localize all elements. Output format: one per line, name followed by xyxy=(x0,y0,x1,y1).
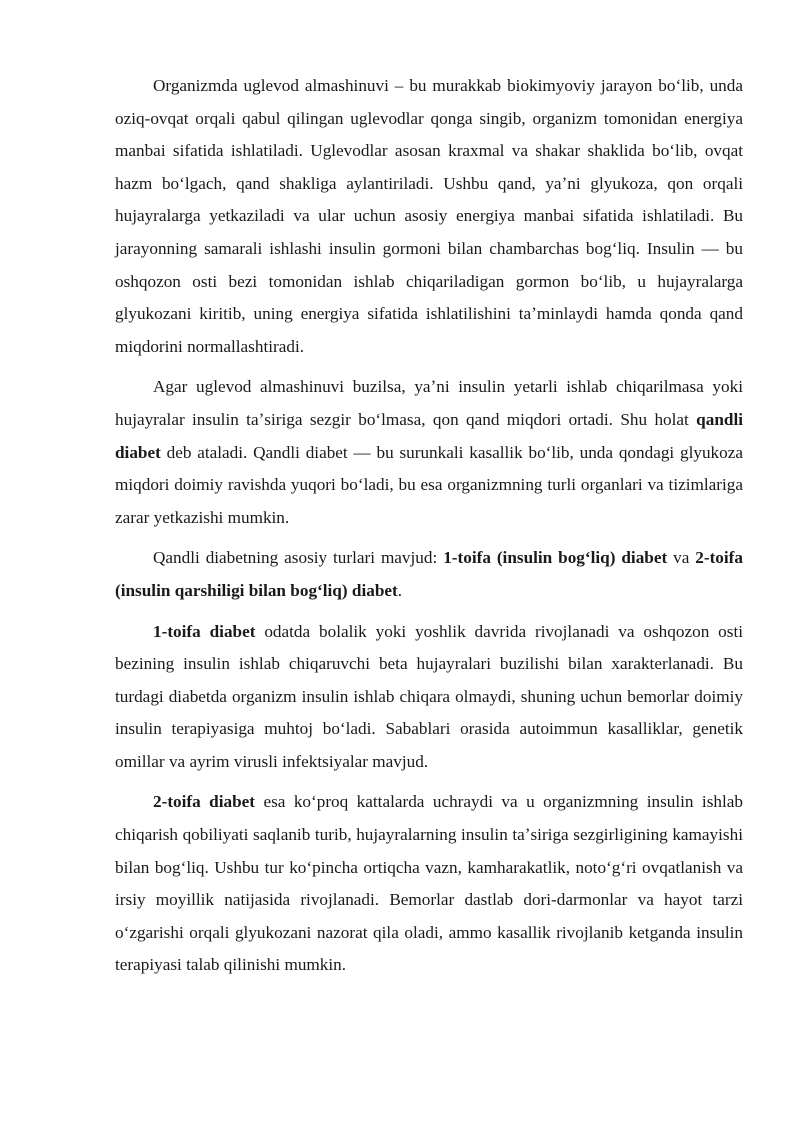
bold-term-type2-heading: 2-toifa diabet xyxy=(153,792,256,812)
paragraph-text: . xyxy=(397,580,403,600)
paragraph-carbohydrate-metabolism xyxy=(115,70,743,363)
paragraph-text: Organizmda uglevod almashinuvi – bu murakkab biokimyoviy jarayon boʻlib, unda oziq-ovqat orqali qabul qilingan uglevodlar qonga singib, organizm tomonidan energiya manbai sifatida ishlatiladi. Uglevodlar asosan kraxmal va shakar shaklida boʻlib, ovqat hazm boʻlgach, qand shakliga aylantiriladi. Ushbu qand, yaʼni glyukoza, qon orqali hujayralarga yetkaziladi va ular uchun asosiy energiya manbai sifatida ishlatiladi. Bu jarayonning samarali ishlashi insulin gormoni bilan chambarchas bogʻliq. Insulin — bu oshqozon osti bezi tomonidan ishlab chiqariladigan gormon boʻlib, u hujayralarga glyukozani kiritib, uning energiya sifatida ishlatilishini taʼminlaydi hamda qonda qand miqdorini normallashtiradi. xyxy=(115,76,743,356)
bold-term-type2: 2-toifa (insulin qarshiligi bilan bogʻliq) diabet xyxy=(115,548,743,600)
paragraph-text: Qandli diabetning asosiy turlari mavjud: xyxy=(153,548,444,568)
paragraph-text: odatda bolalik yoki yoshlik davrida rivojlanadi va oshqozon osti bezining insulin ishlab chiqaruvchi beta hujayralari buzilishi bilan xarakterlanadi. Bu turdagi diabetda organizm insulin ishlab chiqara olmaydi, shuning uchun bemorlar doimiy insulin terapiyasiga muhtoj boʻladi. Sabablari orasida autoimmun kasalliklar, genetik omillar va ayrim virusli infektsiyalar mavjud. xyxy=(115,621,743,771)
paragraph-diabetes-definition xyxy=(115,371,743,534)
paragraph-text: deb ataladi. Qandli diabet — bu surunkali kasallik boʻlib, unda qondagi glyukoza miqdori doimiy ravishda yuqori boʻladi, bu esa organizmning turli organlari va tizimlariga zarar yetkazishi mumkin. xyxy=(115,442,743,527)
paragraph-type1-diabetes xyxy=(115,616,743,779)
bold-term-diabetes: qandli diabet xyxy=(115,409,743,462)
paragraph-text: va xyxy=(667,548,696,568)
bold-term-type1: 1-toifa (insulin bogʻliq) diabet xyxy=(443,548,668,568)
paragraph-diabetes-types xyxy=(115,542,743,607)
paragraph-text: esa koʻproq kattalarda uchraydi va u organizmning insulin ishlab chiqarish qobiliyati saqlanib turib, hujayralarning insulin taʼsiriga sezgirligining kamayishi bilan bogʻliq. Ushbu tur koʻpincha ortiqcha vazn, kamharakatlik, notoʻgʻri ovqatlanish va irsiy moyillik natijasida rivojlanadi. Bemorlar dastlab dori-darmonlar va hayot tarzi oʻzgarishi orqali glyukozani nazorat qila oladi, ammo kasallik rivojlanib ketganda insulin terapiyasi talab qilinishi mumkin. xyxy=(115,792,743,975)
paragraph-text: Agar uglevod almashinuvi buzilsa, yaʼni insulin yetarli ishlab chiqarilmasa yoki hujayralar insulin taʼsiriga sezgir boʻlmasa, qon qand miqdori ortadi. Shu holat xyxy=(115,377,743,429)
paragraph-type2-diabetes xyxy=(115,786,743,982)
bold-term-type1-heading: 1-toifa diabet xyxy=(153,621,256,641)
